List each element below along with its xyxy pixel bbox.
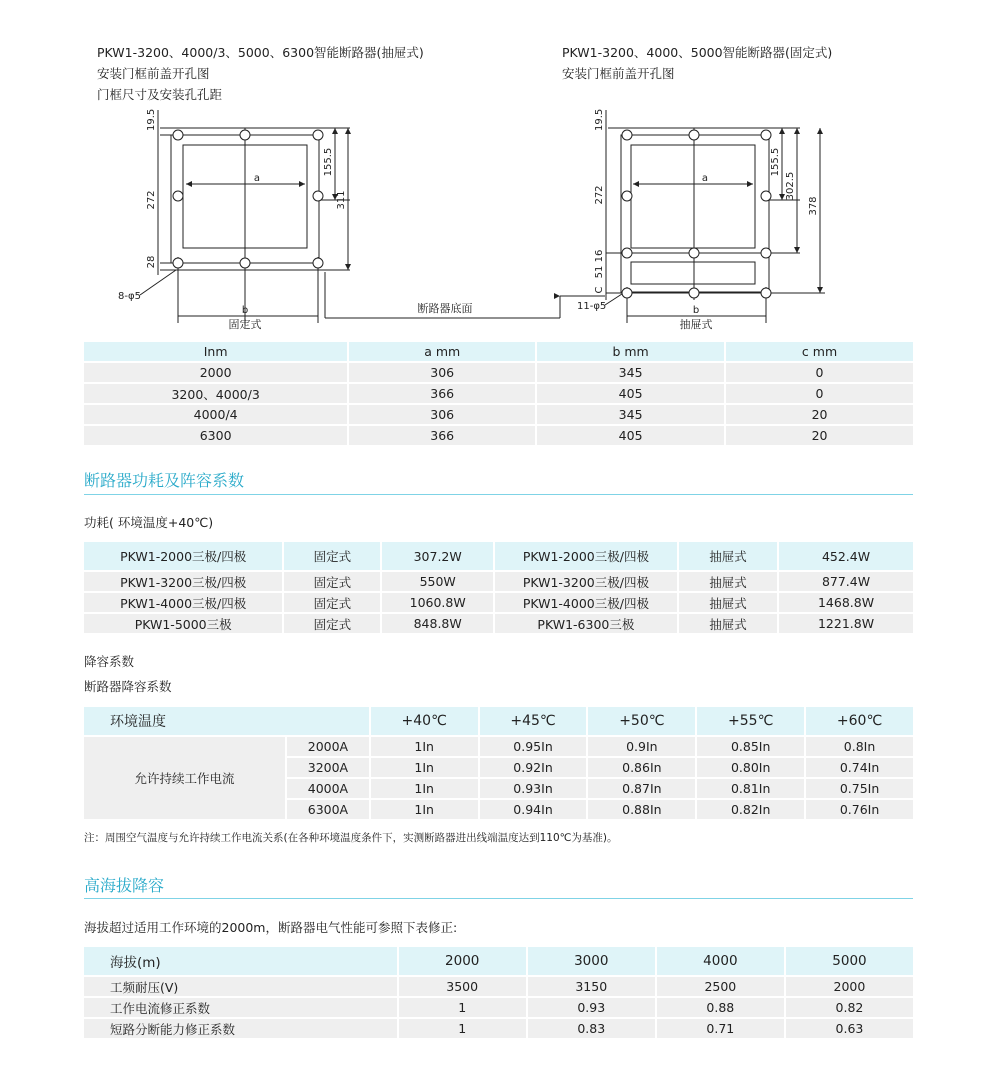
section-divider — [84, 898, 913, 899]
altitude-intro: 海拔超过适用工作环境的2000m，断路器电气性能可参照下表修正: — [84, 920, 458, 935]
hole-count-label: 11-φ5 — [577, 301, 607, 312]
hole-icon — [240, 130, 250, 140]
table-header: +40℃ — [371, 707, 478, 735]
hole-icon — [689, 130, 699, 140]
dim-label: 302.5 — [785, 171, 796, 201]
table-header: +45℃ — [480, 707, 587, 735]
hole-icon — [761, 191, 771, 201]
table-row: 3200、4000/3 366 405 0 — [84, 384, 913, 403]
dim-label: b — [692, 305, 700, 316]
hole-icon — [761, 288, 771, 298]
table-row: 6300 366 405 20 — [84, 426, 913, 445]
section-title-power: 断路器功耗及阵容系数 — [84, 471, 245, 490]
table-row: 4000A 1In 0.93In 0.87In 0.81In 0.75In — [84, 779, 913, 798]
cutout-diagrams — [0, 0, 1007, 340]
table-header: +60℃ — [806, 707, 913, 735]
left-caption: 固定式 — [228, 318, 262, 331]
hole-icon — [173, 191, 183, 201]
dim-label: C — [594, 286, 605, 294]
hole-icon — [761, 248, 771, 258]
table-header: 2000 — [399, 947, 526, 975]
table-header: 3000 — [528, 947, 655, 975]
table-row: PKW1-2000三极/四极 固定式 307.2W PKW1-2000三极/四极 抽屉式 452.4W — [84, 542, 913, 570]
left-diagram-subtitle-2: 门框尺寸及安装孔孔距 — [97, 87, 223, 102]
derate-header-label: 环境温度 — [84, 707, 369, 735]
derate-note: 注：周围空气温度与允许持续工作电流关系(在各种环境温度条件下，实测断路器进出线端温度达到110℃为基准)。 — [84, 832, 618, 844]
table-header: b mm — [537, 342, 724, 361]
derate-subcaption: 断路器降容系数 — [84, 679, 172, 694]
dim-label: 51 — [594, 265, 605, 279]
power-caption: 功耗( 环境温度+40℃) — [84, 515, 214, 530]
right-caption: 抽屉式 — [679, 318, 713, 331]
table-header: 4000 — [657, 947, 784, 975]
hole-icon — [761, 130, 771, 140]
left-diagram-title: PKW1-3200、4000/3、5000、6300智能断路器(抽屉式) — [97, 45, 424, 60]
dim-label: 28 — [146, 255, 157, 269]
table-header: a mm — [349, 342, 535, 361]
hole-icon — [313, 191, 323, 201]
derate-row-label: 允许持续工作电流 — [84, 737, 285, 819]
table-header: Inm — [84, 342, 347, 361]
table-row: 2000 306 345 0 — [84, 363, 913, 382]
right-cutout — [631, 145, 755, 248]
dim-label: 155.5 — [770, 147, 781, 177]
table-row: 3200A 1In 0.92In 0.86In 0.80In 0.74In — [84, 758, 913, 777]
derating-table — [82, 705, 915, 821]
dim-label: 19.5 — [594, 108, 605, 131]
right-diagram-title: PKW1-3200、4000、5000智能断路器(固定式) — [562, 45, 833, 60]
right-frame — [621, 135, 769, 292]
table-header: +50℃ — [588, 707, 695, 735]
hole-icon — [622, 191, 632, 201]
table-header: +55℃ — [697, 707, 804, 735]
hole-icon — [689, 248, 699, 258]
hole-icon — [622, 288, 632, 298]
power-table — [82, 540, 915, 635]
section-title-altitude: 高海拔降容 — [84, 876, 165, 895]
table-row: 工频耐压(V) 3500 3150 2500 2000 — [84, 977, 913, 996]
left-diagram-subtitle: 安装门框前盖开孔图 — [97, 66, 210, 81]
dim-label: 19.5 — [146, 108, 157, 131]
hole-icon — [622, 130, 632, 140]
table-row: 4000/4 306 345 20 — [84, 405, 913, 424]
hole-icon — [313, 130, 323, 140]
right-diagram-subtitle: 安装门框前盖开孔图 — [562, 66, 675, 81]
table-row: 短路分断能力修正系数 1 0.83 0.71 0.63 — [84, 1019, 913, 1038]
table-row: PKW1-3200三极/四极 固定式 550W PKW1-3200三极/四极 抽屉式 877.4W — [84, 572, 913, 591]
hole-count-label: 8-φ5 — [118, 291, 141, 302]
table-row: PKW1-5000三极 固定式 848.8W PKW1-6300三极 抽屉式 1221.8W — [84, 614, 913, 633]
derate-caption: 降容系数 — [84, 654, 135, 669]
table-row: 工作电流修正系数 1 0.93 0.88 0.82 — [84, 998, 913, 1017]
dim-label: 311 — [336, 190, 347, 210]
hole-icon — [622, 248, 632, 258]
dim-label: b — [241, 305, 249, 316]
bottom-label: 断路器底面 — [417, 302, 473, 315]
altitude-table — [82, 945, 915, 1040]
table-header: c mm — [726, 342, 913, 361]
hole-icon — [689, 288, 699, 298]
hole-icon — [173, 130, 183, 140]
dim-label: 16 — [594, 249, 605, 263]
right-lower-cutout — [631, 262, 755, 284]
table-header: 5000 — [786, 947, 913, 975]
dimension-table — [82, 340, 915, 447]
dim-label: 378 — [808, 196, 819, 216]
hole-icon — [173, 258, 183, 268]
table-row: 6300A 1In 0.94In 0.88In 0.82In 0.76In — [84, 800, 913, 819]
table-row: PKW1-4000三极/四极 固定式 1060.8W PKW1-4000三极/四极 抽屉式 1468.8W — [84, 593, 913, 612]
table-row: 允许持续工作电流 2000A 1In 0.95In 0.9In 0.85In 0.8In — [84, 737, 913, 756]
table-header: 海拔(m) — [84, 947, 397, 975]
dim-label: a — [701, 173, 709, 184]
dim-label: 272 — [146, 190, 157, 210]
dim-label: 272 — [594, 185, 605, 205]
section-divider — [84, 494, 913, 495]
dim-label: 155.5 — [323, 147, 334, 177]
hole-icon — [313, 258, 323, 268]
dim-label: a — [253, 173, 261, 184]
hole-icon — [240, 258, 250, 268]
